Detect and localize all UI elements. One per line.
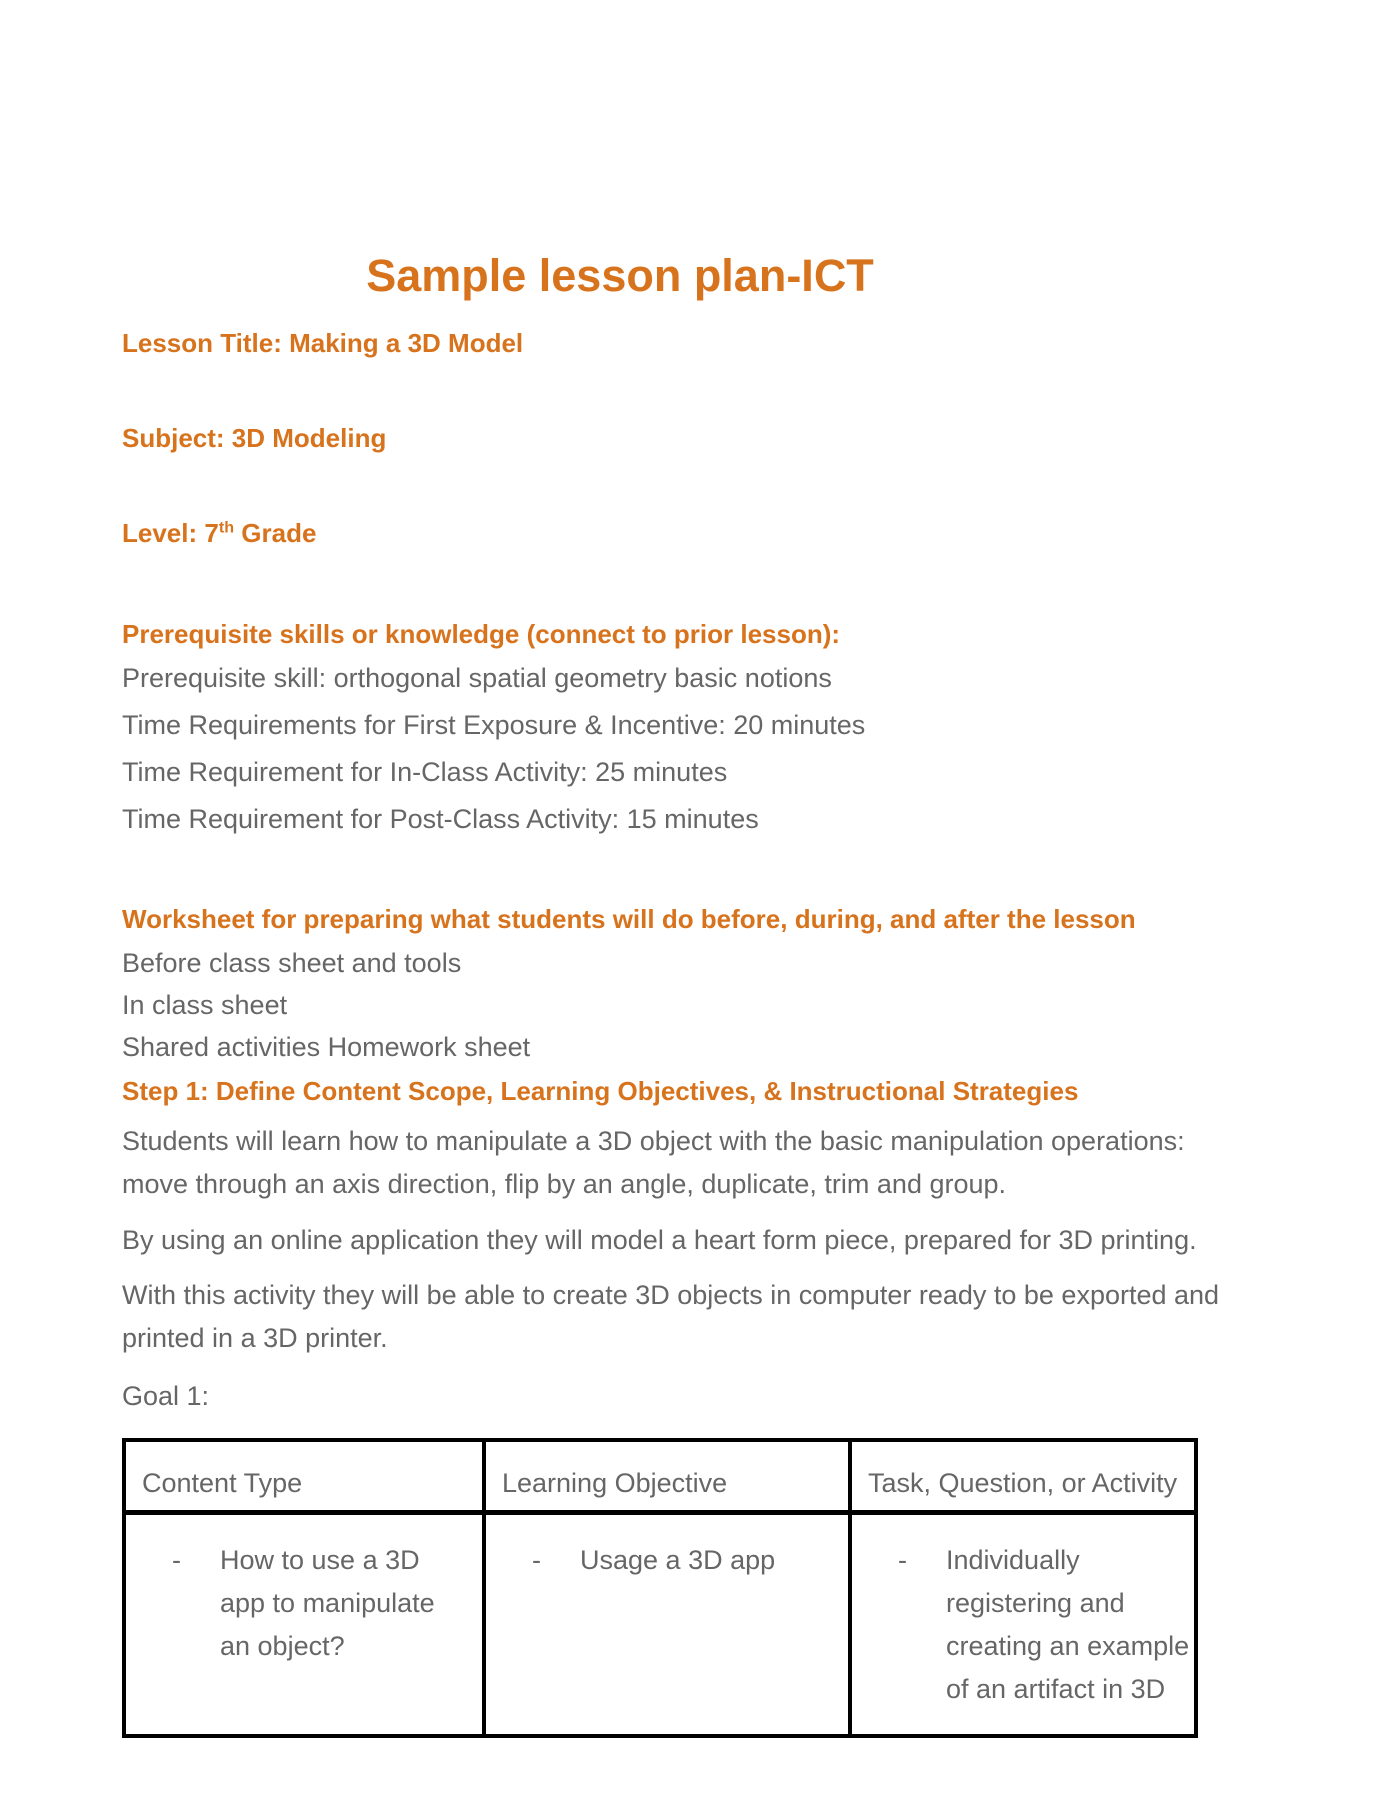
cell-line: app to manipulate xyxy=(220,1588,435,1618)
paragraph-line: By using an online application they will model a heart form piece, prepared for 3D printing. xyxy=(122,1225,1197,1255)
paragraph-line: printed in a 3D printer. xyxy=(122,1323,388,1353)
column-header-content-type: Content Type xyxy=(124,1440,484,1513)
goal-label: Goal 1: xyxy=(122,1381,210,1411)
cell-line: Individually xyxy=(946,1545,1080,1575)
level-superscript: th xyxy=(218,518,235,537)
step1-paragraph xyxy=(122,1219,1198,1262)
prerequisite-line: Time Requirement for In-Class Activity: 25 minutes xyxy=(122,757,728,787)
heading-worksheet: Worksheet for preparing what students will do before, during, and after the lesson xyxy=(122,904,1136,934)
heading-lesson-title: Lesson Title: Making a 3D Model xyxy=(122,328,524,358)
heading-step1: Step 1: Define Content Scope, Learning Objectives, & Instructional Strategies xyxy=(122,1076,1079,1106)
cell-learning-objective xyxy=(484,1513,850,1737)
column-header-task-question-activity: Task, Question, or Activity xyxy=(850,1440,1196,1513)
cell-task-question-activity xyxy=(850,1513,1196,1737)
heading-prerequisite: Prerequisite skills or knowledge (connect to prior lesson): xyxy=(122,619,841,649)
cell-line: registering and xyxy=(946,1588,1125,1618)
bullet-text xyxy=(580,1539,842,1582)
level-prefix: Level: 7 xyxy=(122,518,219,548)
heading-subject: Subject: 3D Modeling xyxy=(122,423,387,453)
cell-line: How to use a 3D xyxy=(220,1545,420,1575)
bullet-text xyxy=(946,1539,1188,1711)
table-row xyxy=(124,1513,1196,1737)
level-suffix: Grade xyxy=(234,518,317,548)
goal-table xyxy=(122,1438,1198,1738)
table-header-row xyxy=(124,1440,1196,1513)
document-content xyxy=(122,0,1220,1738)
bullet-dash: - xyxy=(172,1545,181,1575)
step1-paragraph xyxy=(122,1120,1198,1206)
bullet-text xyxy=(220,1539,476,1668)
paragraph-line: move through an axis direction, flip by an angle, duplicate, trim and group. xyxy=(122,1169,1007,1199)
paragraph-line: Students will learn how to manipulate a 3D object with the basic manipulation operations: xyxy=(122,1126,1185,1156)
step1-paragraph xyxy=(122,1274,1220,1360)
page-title: Sample lesson plan-ICT xyxy=(366,250,874,301)
prerequisite-line: Time Requirements for First Exposure & Incentive: 20 minutes xyxy=(122,710,866,740)
bullet-dash: - xyxy=(532,1545,541,1575)
cell-line: Usage a 3D app xyxy=(580,1545,776,1575)
worksheet-line: In class sheet xyxy=(122,990,288,1020)
prerequisite-line: Prerequisite skill: orthogonal spatial geometry basic notions xyxy=(122,663,832,693)
cell-line: of an artifact in 3D xyxy=(946,1674,1166,1704)
bullet-item xyxy=(852,1539,1188,1711)
worksheet-line: Shared activities Homework sheet xyxy=(122,1032,531,1062)
bullet-dash: - xyxy=(898,1545,907,1575)
bullet-item xyxy=(486,1539,842,1582)
column-header-learning-objective: Learning Objective xyxy=(484,1440,850,1513)
prerequisite-line: Time Requirement for Post-Class Activity: 15 minutes xyxy=(122,804,759,834)
bullet-item xyxy=(126,1539,476,1668)
worksheet-line: Before class sheet and tools xyxy=(122,948,462,978)
cell-line: creating an example xyxy=(946,1631,1190,1661)
heading-level xyxy=(122,518,1198,549)
cell-line: an object? xyxy=(220,1631,345,1661)
cell-content-type xyxy=(124,1513,484,1737)
paragraph-line: With this activity they will be able to create 3D objects in computer ready to be exported and xyxy=(122,1280,1220,1310)
